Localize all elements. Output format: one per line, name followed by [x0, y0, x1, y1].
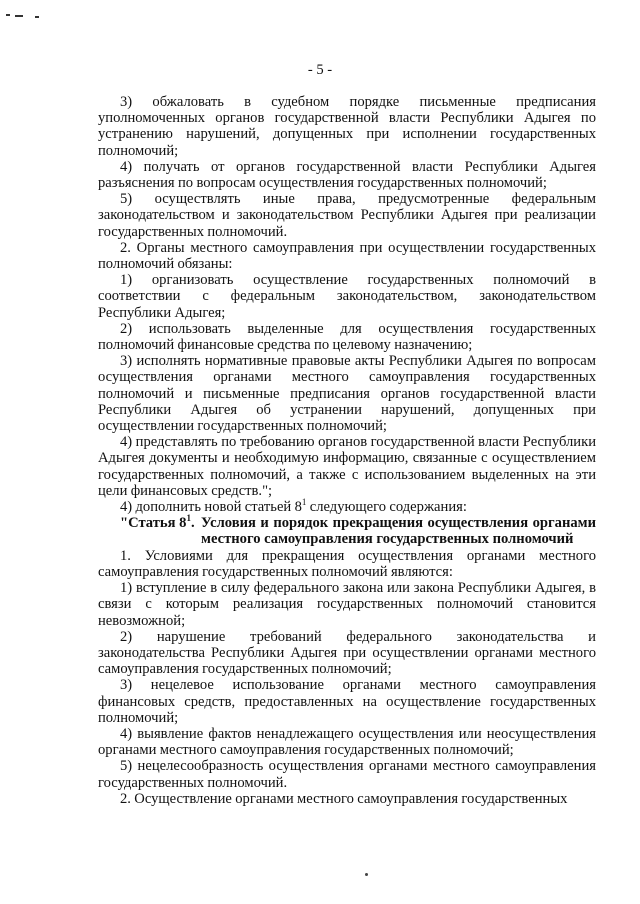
article-label-suffix: . — [190, 515, 195, 532]
paragraph: 1. Условиями для прекращения осуществления органами местного самоуправления государственных полномочий являются: — [98, 547, 596, 580]
paragraph: 3) нецелевое использование органами местного самоуправления финансовых средств, предоставленных на осуществление государственных полномочий; — [98, 677, 596, 726]
scan-dot — [365, 873, 368, 876]
paragraph: 1) вступление в силу федерального закона или закона Республики Адыгея, в связи с которым реализация государственных полномочий становится невозможной; — [98, 580, 596, 629]
paragraph: 3) исполнять нормативные правовые акты Республики Адыгея по вопросам осуществления органами местного самоуправления государственных полномочий и письменные предписания органов государственной власти Республики Адыгея об устранении нарушений, допущенных при осуществлении государственных полномочий; — [98, 353, 596, 435]
paragraph: 4) получать от органов государственной власти Республики Адыгея разъяснения по вопросам осуществления государственных полномочий; — [98, 158, 596, 192]
amendment-text-before: 4) дополнить новой статьей 8 — [120, 499, 302, 516]
paragraph: 4) представлять по требованию органов государственной власти Республики Адыгея документы и необходимую информацию, связанные с осуществлением государственных полномочий, а также с использованием выделенных на эти цели финансовых средств."; — [98, 434, 596, 499]
paragraph: 2. Осуществление органами местного самоуправления государственных — [120, 790, 568, 807]
paragraph: 2. Органы местного самоуправления при осуществлении государственных полномочий обязаны: — [98, 239, 596, 273]
paragraph: 1) организовать осуществление государственных полномочий в соответствии с федеральным законодательством, законодательством Республики Адыгея; — [98, 272, 596, 321]
page-number: - 5 - — [307, 62, 333, 78]
article-title: Условия и порядок прекращения осуществления органами местного самоуправления государственных полномочий — [201, 515, 596, 548]
amendment-text-after: следующего содержания: — [306, 499, 467, 516]
paragraph: 2) нарушение требований федерального законодательства и законодательства Республики Адыгея при осуществлении органами местного самоуправления государственных полномочий; — [98, 628, 596, 678]
article-label-prefix: "Статья 8 — [120, 515, 187, 532]
paragraph: 5) нецелесообразность осуществления органами местного самоуправления государственных полномочий. — [98, 758, 596, 791]
amendment-paragraph — [98, 499, 596, 515]
paragraph: 5) осуществлять иные права, предусмотренные федеральным законодательством и законодательством Республики Адыгея при реализации государственных полномочий. — [98, 191, 596, 240]
article-label — [98, 515, 201, 547]
document-body — [98, 94, 596, 807]
article-label-superscript: 1 — [186, 513, 191, 524]
scan-marks — [6, 10, 46, 20]
paragraph: 3) обжаловать в судебном порядке письменные предписания уполномоченных органов государственной власти Республики Адыгея по устранению нарушений, допущенных при исполнении государственных полномочий; — [98, 94, 596, 159]
amendment-superscript: 1 — [301, 497, 307, 508]
paragraph: 4) выявление фактов ненадлежащего осуществления или неосуществления органами местного самоуправления государственных полномочий; — [98, 725, 596, 759]
article-heading — [98, 515, 596, 547]
paragraph: 2) использовать выделенные для осуществления государственных полномочий финансовые средства по целевому назначению; — [98, 320, 596, 354]
